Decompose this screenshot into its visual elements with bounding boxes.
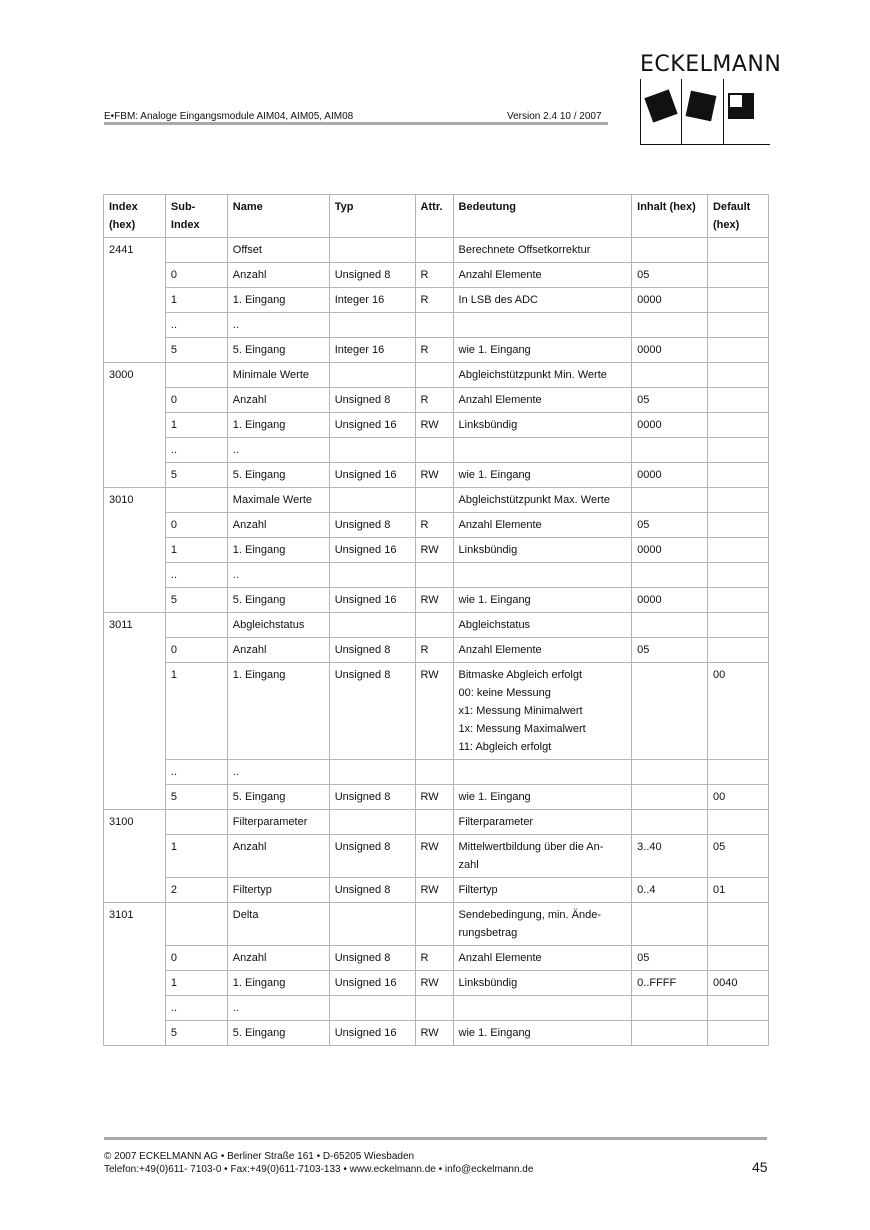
name-cell: 1. Eingang <box>227 538 329 563</box>
index-cell <box>104 413 166 438</box>
subindex-cell: 5 <box>165 463 227 488</box>
index-cell <box>104 538 166 563</box>
bedeutung-cell <box>453 563 632 588</box>
bedeutung-cell: wie 1. Eingang <box>453 463 632 488</box>
bedeutung-cell: Abgleichstützpunkt Max. Werte <box>453 488 632 513</box>
default-cell <box>708 760 769 785</box>
column-header: Index (hex) <box>104 195 166 238</box>
bedeutung-cell: Abgleichstatus <box>453 613 632 638</box>
bedeutung-cell: Sendebedingung, min. Ände- rungsbetrag <box>453 903 632 946</box>
typ-cell: Unsigned 8 <box>329 835 415 878</box>
subindex-cell: 2 <box>165 878 227 903</box>
object-directory-table <box>103 194 769 1046</box>
bedeutung-cell <box>453 760 632 785</box>
name-cell: Abgleichstatus <box>227 613 329 638</box>
subindex-cell <box>165 238 227 263</box>
default-cell <box>708 588 769 613</box>
inhalt-cell <box>632 238 708 263</box>
inhalt-cell: 05 <box>632 388 708 413</box>
bedeutung-cell: Filterparameter <box>453 810 632 835</box>
index-cell <box>104 438 166 463</box>
inhalt-cell: 05 <box>632 946 708 971</box>
attr-cell: RW <box>415 538 453 563</box>
typ-cell <box>329 313 415 338</box>
default-cell <box>708 238 769 263</box>
typ-cell <box>329 996 415 1021</box>
typ-cell: Unsigned 16 <box>329 588 415 613</box>
table-row <box>104 1021 769 1046</box>
attr-cell: R <box>415 288 453 313</box>
typ-cell <box>329 238 415 263</box>
attr-cell: RW <box>415 463 453 488</box>
inhalt-cell: 0000 <box>632 413 708 438</box>
typ-cell: Unsigned 8 <box>329 785 415 810</box>
default-cell <box>708 413 769 438</box>
default-cell: 05 <box>708 835 769 878</box>
bedeutung-cell: Linksbündig <box>453 413 632 438</box>
bedeutung-cell: Berechnete Offsetkorrektur <box>453 238 632 263</box>
subindex-cell: 5 <box>165 1021 227 1046</box>
version-label: Version 2.4 10 / 2007 <box>507 111 602 122</box>
default-cell <box>708 388 769 413</box>
document-title: E•FBM: Analoge Eingangsmodule AIM04, AIM05, AIM08 <box>104 111 354 122</box>
index-cell <box>104 835 166 878</box>
inhalt-cell <box>632 785 708 810</box>
bedeutung-cell: Bitmaske Abgleich erfolgt 00: keine Messung x1: Messung Minimalwert 1x: Messung Maximalwert 11: Abgleich erfolgt <box>453 663 632 760</box>
attr-cell <box>415 313 453 338</box>
inhalt-cell <box>632 760 708 785</box>
typ-cell: Unsigned 16 <box>329 413 415 438</box>
name-cell: Anzahl <box>227 263 329 288</box>
attr-cell: RW <box>415 663 453 760</box>
typ-cell <box>329 903 415 946</box>
inhalt-cell <box>632 438 708 463</box>
index-cell <box>104 588 166 613</box>
subindex-cell: 0 <box>165 946 227 971</box>
typ-cell <box>329 760 415 785</box>
index-cell <box>104 878 166 903</box>
index-cell <box>104 288 166 313</box>
bedeutung-cell <box>453 438 632 463</box>
name-cell: Anzahl <box>227 638 329 663</box>
bedeutung-cell: Anzahl Elemente <box>453 263 632 288</box>
column-header: Sub- Index <box>165 195 227 238</box>
typ-cell: Unsigned 16 <box>329 1021 415 1046</box>
subindex-cell <box>165 613 227 638</box>
subindex-cell: .. <box>165 760 227 785</box>
name-cell: 5. Eingang <box>227 338 329 363</box>
attr-cell <box>415 563 453 588</box>
typ-cell: Unsigned 16 <box>329 538 415 563</box>
inhalt-cell: 0000 <box>632 463 708 488</box>
name-cell: 1. Eingang <box>227 971 329 996</box>
typ-cell: Unsigned 8 <box>329 513 415 538</box>
subindex-cell <box>165 363 227 388</box>
attr-cell: RW <box>415 1021 453 1046</box>
bedeutung-cell: wie 1. Eingang <box>453 785 632 810</box>
default-cell: 00 <box>708 785 769 810</box>
bedeutung-cell: Anzahl Elemente <box>453 946 632 971</box>
subindex-cell: 5 <box>165 338 227 363</box>
attr-cell <box>415 438 453 463</box>
bedeutung-cell <box>453 313 632 338</box>
subindex-cell: 0 <box>165 513 227 538</box>
attr-cell: R <box>415 338 453 363</box>
table-row <box>104 760 769 785</box>
attr-cell: R <box>415 388 453 413</box>
typ-cell <box>329 438 415 463</box>
name-cell: .. <box>227 996 329 1021</box>
name-cell: Anzahl <box>227 835 329 878</box>
index-cell <box>104 785 166 810</box>
name-cell: .. <box>227 438 329 463</box>
column-header: Typ <box>329 195 415 238</box>
inhalt-cell: 0..4 <box>632 878 708 903</box>
subindex-cell: 1 <box>165 971 227 996</box>
inhalt-cell: 0000 <box>632 338 708 363</box>
attr-cell: R <box>415 946 453 971</box>
default-cell <box>708 288 769 313</box>
index-cell <box>104 971 166 996</box>
attr-cell <box>415 363 453 388</box>
bedeutung-cell: In LSB des ADC <box>453 288 632 313</box>
typ-cell: Unsigned 8 <box>329 878 415 903</box>
name-cell: Anzahl <box>227 388 329 413</box>
table-row <box>104 338 769 363</box>
inhalt-cell: 05 <box>632 513 708 538</box>
table-row <box>104 810 769 835</box>
default-cell <box>708 810 769 835</box>
table-row <box>104 238 769 263</box>
table-row <box>104 996 769 1021</box>
column-header: Inhalt (hex) <box>632 195 708 238</box>
index-cell: 2441 <box>104 238 166 263</box>
index-cell <box>104 996 166 1021</box>
typ-cell: Unsigned 8 <box>329 663 415 760</box>
subindex-cell: 1 <box>165 413 227 438</box>
index-cell: 3101 <box>104 903 166 946</box>
default-cell <box>708 613 769 638</box>
default-cell <box>708 513 769 538</box>
index-cell <box>104 388 166 413</box>
typ-cell: Unsigned 8 <box>329 263 415 288</box>
table-row <box>104 835 769 878</box>
table-row <box>104 488 769 513</box>
attr-cell: RW <box>415 588 453 613</box>
typ-cell: Unsigned 8 <box>329 946 415 971</box>
subindex-cell: 0 <box>165 263 227 288</box>
default-cell <box>708 438 769 463</box>
name-cell: Minimale Werte <box>227 363 329 388</box>
footer-contact: Telefon:+49(0)611- 7103-0 • Fax:+49(0)611-7103-133 • www.eckelmann.de • info@eckelmann.de <box>104 1164 534 1175</box>
index-cell <box>104 263 166 288</box>
attr-cell <box>415 810 453 835</box>
attr-cell: R <box>415 513 453 538</box>
subindex-cell: 1 <box>165 663 227 760</box>
table-row <box>104 463 769 488</box>
index-cell: 3011 <box>104 613 166 638</box>
table-row <box>104 413 769 438</box>
bedeutung-cell <box>453 996 632 1021</box>
table-row <box>104 946 769 971</box>
bedeutung-cell: Anzahl Elemente <box>453 513 632 538</box>
table-row <box>104 588 769 613</box>
name-cell: 1. Eingang <box>227 288 329 313</box>
inhalt-cell: 0000 <box>632 288 708 313</box>
attr-cell: RW <box>415 878 453 903</box>
inhalt-cell: 0000 <box>632 538 708 563</box>
index-cell <box>104 313 166 338</box>
table-row <box>104 263 769 288</box>
name-cell: .. <box>227 563 329 588</box>
table-row <box>104 363 769 388</box>
table-header-row <box>104 195 769 238</box>
bedeutung-cell: wie 1. Eingang <box>453 588 632 613</box>
default-cell: 0040 <box>708 971 769 996</box>
default-cell <box>708 338 769 363</box>
subindex-cell <box>165 903 227 946</box>
table-row <box>104 878 769 903</box>
attr-cell: RW <box>415 971 453 996</box>
index-cell <box>104 638 166 663</box>
table-row <box>104 388 769 413</box>
default-cell <box>708 488 769 513</box>
bedeutung-cell: Abgleichstützpunkt Min. Werte <box>453 363 632 388</box>
attr-cell <box>415 613 453 638</box>
column-header: Attr. <box>415 195 453 238</box>
name-cell: 5. Eingang <box>227 463 329 488</box>
attr-cell <box>415 760 453 785</box>
table-row <box>104 638 769 663</box>
index-cell <box>104 338 166 363</box>
inhalt-cell <box>632 1021 708 1046</box>
name-cell: .. <box>227 760 329 785</box>
attr-cell: RW <box>415 835 453 878</box>
column-header: Name <box>227 195 329 238</box>
subindex-cell: 1 <box>165 288 227 313</box>
index-cell <box>104 1021 166 1046</box>
typ-cell <box>329 613 415 638</box>
table-row <box>104 438 769 463</box>
logo-text: ECKELMANN <box>640 52 782 77</box>
name-cell: 5. Eingang <box>227 785 329 810</box>
inhalt-cell <box>632 363 708 388</box>
default-cell <box>708 946 769 971</box>
eckelmann-logo <box>640 52 782 145</box>
attr-cell: RW <box>415 785 453 810</box>
footer-divider <box>104 1137 767 1140</box>
inhalt-cell <box>632 903 708 946</box>
default-cell <box>708 996 769 1021</box>
inhalt-cell: 05 <box>632 638 708 663</box>
typ-cell <box>329 810 415 835</box>
subindex-cell: .. <box>165 996 227 1021</box>
page-number: 45 <box>752 1159 768 1175</box>
bedeutung-cell: Filtertyp <box>453 878 632 903</box>
logo-marks-icon <box>640 79 770 145</box>
header-divider <box>104 122 608 125</box>
table-row <box>104 563 769 588</box>
inhalt-cell <box>632 613 708 638</box>
default-cell <box>708 313 769 338</box>
default-cell <box>708 263 769 288</box>
table-row <box>104 903 769 946</box>
inhalt-cell: 0..FFFF <box>632 971 708 996</box>
table-row <box>104 613 769 638</box>
attr-cell <box>415 996 453 1021</box>
name-cell: Delta <box>227 903 329 946</box>
inhalt-cell <box>632 488 708 513</box>
attr-cell <box>415 488 453 513</box>
inhalt-cell <box>632 996 708 1021</box>
table-row <box>104 785 769 810</box>
default-cell <box>708 563 769 588</box>
attr-cell: R <box>415 263 453 288</box>
attr-cell: RW <box>415 413 453 438</box>
name-cell: Maximale Werte <box>227 488 329 513</box>
index-cell <box>104 513 166 538</box>
table-row <box>104 971 769 996</box>
name-cell: Filtertyp <box>227 878 329 903</box>
attr-cell <box>415 238 453 263</box>
typ-cell: Unsigned 8 <box>329 388 415 413</box>
typ-cell <box>329 363 415 388</box>
bedeutung-cell: Mittelwertbildung über die An- zahl <box>453 835 632 878</box>
default-cell <box>708 638 769 663</box>
bedeutung-cell: wie 1. Eingang <box>453 1021 632 1046</box>
inhalt-cell <box>632 663 708 760</box>
name-cell: Anzahl <box>227 513 329 538</box>
attr-cell <box>415 903 453 946</box>
index-cell <box>104 463 166 488</box>
default-cell: 01 <box>708 878 769 903</box>
default-cell <box>708 903 769 946</box>
inhalt-cell <box>632 563 708 588</box>
default-cell <box>708 1021 769 1046</box>
index-cell <box>104 760 166 785</box>
index-cell: 3100 <box>104 810 166 835</box>
name-cell: 1. Eingang <box>227 413 329 438</box>
inhalt-cell <box>632 810 708 835</box>
typ-cell: Unsigned 8 <box>329 638 415 663</box>
index-cell: 3000 <box>104 363 166 388</box>
inhalt-cell: 0000 <box>632 588 708 613</box>
table-row <box>104 663 769 760</box>
table-row <box>104 538 769 563</box>
subindex-cell: .. <box>165 563 227 588</box>
name-cell: Filterparameter <box>227 810 329 835</box>
attr-cell: R <box>415 638 453 663</box>
subindex-cell: 5 <box>165 785 227 810</box>
inhalt-cell: 05 <box>632 263 708 288</box>
subindex-cell: .. <box>165 438 227 463</box>
subindex-cell: 0 <box>165 388 227 413</box>
table-row <box>104 313 769 338</box>
subindex-cell <box>165 488 227 513</box>
name-cell: Anzahl <box>227 946 329 971</box>
inhalt-cell: 3..40 <box>632 835 708 878</box>
index-cell <box>104 946 166 971</box>
name-cell: 5. Eingang <box>227 1021 329 1046</box>
name-cell: 1. Eingang <box>227 663 329 760</box>
bedeutung-cell: Linksbündig <box>453 538 632 563</box>
default-cell: 00 <box>708 663 769 760</box>
default-cell <box>708 538 769 563</box>
index-cell <box>104 663 166 760</box>
bedeutung-cell: Anzahl Elemente <box>453 388 632 413</box>
typ-cell: Integer 16 <box>329 338 415 363</box>
column-header: Default (hex) <box>708 195 769 238</box>
bedeutung-cell: wie 1. Eingang <box>453 338 632 363</box>
default-cell <box>708 463 769 488</box>
default-cell <box>708 363 769 388</box>
subindex-cell: .. <box>165 313 227 338</box>
typ-cell: Unsigned 16 <box>329 971 415 996</box>
typ-cell <box>329 563 415 588</box>
bedeutung-cell: Linksbündig <box>453 971 632 996</box>
subindex-cell <box>165 810 227 835</box>
typ-cell: Unsigned 16 <box>329 463 415 488</box>
table-row <box>104 288 769 313</box>
footer-address: © 2007 ECKELMANN AG • Berliner Straße 161 • D-65205 Wiesbaden <box>104 1151 415 1162</box>
bedeutung-cell: Anzahl Elemente <box>453 638 632 663</box>
column-header: Bedeutung <box>453 195 632 238</box>
name-cell: Offset <box>227 238 329 263</box>
subindex-cell: 5 <box>165 588 227 613</box>
inhalt-cell <box>632 313 708 338</box>
table-row <box>104 513 769 538</box>
subindex-cell: 1 <box>165 538 227 563</box>
subindex-cell: 0 <box>165 638 227 663</box>
typ-cell: Integer 16 <box>329 288 415 313</box>
index-cell: 3010 <box>104 488 166 513</box>
name-cell: .. <box>227 313 329 338</box>
index-cell <box>104 563 166 588</box>
typ-cell <box>329 488 415 513</box>
name-cell: 5. Eingang <box>227 588 329 613</box>
subindex-cell: 1 <box>165 835 227 878</box>
